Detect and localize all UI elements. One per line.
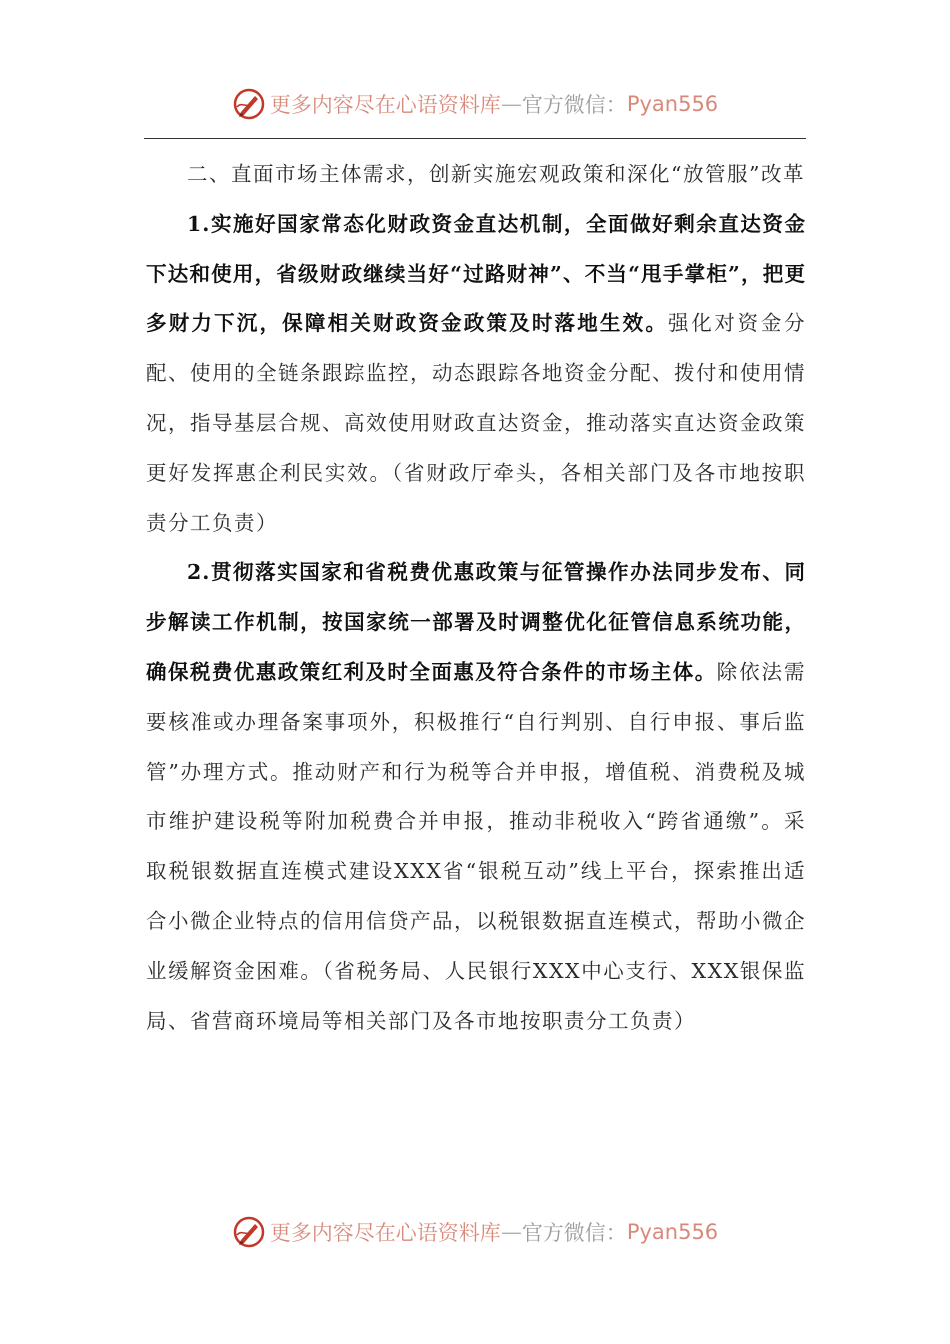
paragraph-item-2 — [146, 548, 806, 1046]
paragraph-item-1 — [146, 200, 806, 549]
watermark-brand-text: 更多内容尽在心语资料库 — [269, 1221, 501, 1245]
header-watermark-inner — [232, 87, 718, 121]
item-2-bold-text: 2.贯彻落实国家和省税费优惠政策与征管操作办法同步发布、同步解读工作机制，按国家统一部署及时调整优化征管信息系统功能，确保税费优惠政策红利及时全面惠及符合条件的市场主体。 — [146, 560, 806, 684]
watermark-label: 官方微信： — [521, 93, 627, 117]
item-1-bold-text: 1.实施好国家常态化财政资金直达机制，全面做好剩余直达资金下达和使用，省级财政继续当好“过路财神”、不当“甩手掌柜”，把更多财力下沉，保障相关财政资金政策及时落地生效。 — [146, 211, 806, 336]
header-watermark — [0, 84, 950, 124]
document-body — [146, 150, 806, 1046]
watermark-separator: — — [500, 92, 522, 116]
item-2-normal-text: 除依法需要核准或办理备案事项外，积极推行“自行判别、自行申报、事后监管”办理方式。推动财产和行为税等合并申报，增值税、消费税及城市维护建设税等附加税费合并申报，推动非税收入“跨省通缴”。采取税银数据直连模式建设XXX省“银税互动”线上平台，探索推出适合小微企业特点的信用信贷产品，以税银数据直连模式，帮助小微企业缓解资金困难。（省税务局、人民银行XXX中心支行、XXX银保监局、省营商环境局等相关部门及各市地按职责分工负责） — [146, 659, 807, 1033]
section-heading: 二、直面市场主体需求，创新实施宏观政策和深化“放管服”改革 — [187, 162, 805, 186]
watermark-label: 官方微信： — [521, 1221, 627, 1245]
header-divider — [144, 138, 806, 139]
watermark-wechat-id: Pyan556 — [626, 92, 719, 116]
watermark-brand-text: 更多内容尽在心语资料库 — [269, 93, 501, 117]
watermark-separator: — — [500, 1220, 522, 1244]
pen-logo-icon — [232, 1215, 266, 1249]
footer-watermark-inner — [232, 1215, 718, 1249]
footer-watermark — [0, 1212, 950, 1252]
pen-logo-icon — [232, 87, 266, 121]
watermark-wechat-id: Pyan556 — [626, 1220, 719, 1244]
item-1-normal-text: 强化对资金分配、使用的全链条跟踪监控，动态跟踪各地资金分配、拨付和使用情况，指导基层合规、高效使用财政直达资金，推动落实直达资金政策更好发挥惠企利民实效。（省财政厅牵头，各相关部门及各市地按职责分工负责） — [146, 311, 807, 535]
